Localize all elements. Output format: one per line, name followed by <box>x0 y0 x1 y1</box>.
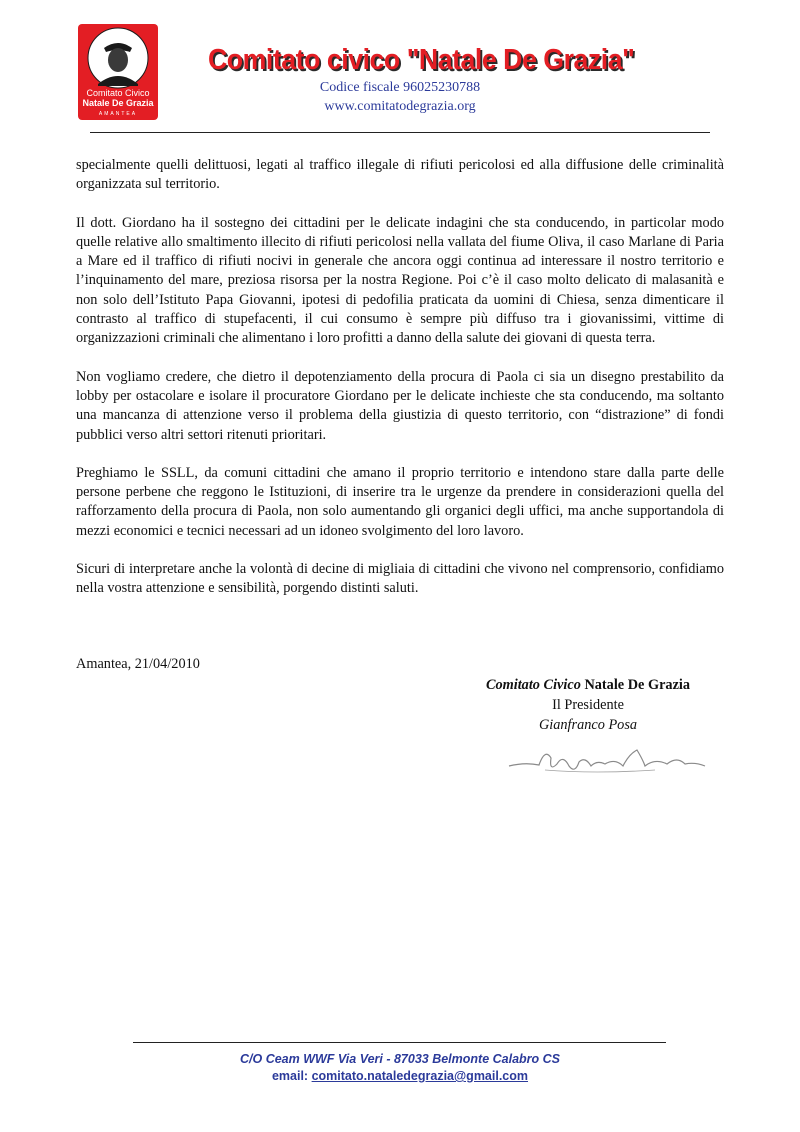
footer-divider <box>133 1042 666 1043</box>
footer-email-link[interactable]: comitato.nataledegrazia@gmail.com <box>311 1069 529 1083</box>
signatory-organization <box>470 675 706 695</box>
signatory-org-bold: Natale De Grazia <box>584 677 691 693</box>
letter-body <box>76 156 724 618</box>
footer-email-label: email: <box>271 1069 309 1083</box>
organization-logo <box>78 24 158 120</box>
signature-block <box>470 675 706 735</box>
body-paragraph-4: Preghiamo le SSLL, da comuni cittadini che amano il proprio territorio e intendono stare dalla parte delle persone perbene che reggono le Istituzioni, di inserire tra le urgenze da prendere in considerazioni quella del rafforzamento della procura di Paola, non solo aumentando gli organici degli uffici, ma anche supportandola di mezzi economici e tecnici necessari ad un idoneo svolgimento del loro lavoro. <box>76 464 724 539</box>
footer-address: C/O Ceam WWF Via Veri - 87033 Belmonte Calabro CS <box>240 1052 560 1066</box>
body-paragraph-5: Sicuri di interpretare anche la volontà di decine di migliaia di cittadini che vivono nel comprensorio, confidiamo nella vostra attenzione e sensibilità, porgendo distinti saluti. <box>76 561 724 597</box>
signatory-org-italic: Comitato Civico <box>485 677 581 693</box>
logo-text-line2: Natale De Grazia <box>82 98 154 108</box>
footer-email-line <box>0 1069 800 1083</box>
logo-text-line3: AMANTEA <box>98 111 138 117</box>
header-divider <box>90 132 710 133</box>
logo-text-line1: Comitato Civico <box>86 88 150 98</box>
signatory-role: Il Presidente <box>552 697 624 713</box>
handwritten-signature <box>505 740 710 784</box>
fiscal-code: Codice fiscale 96025230788 <box>319 80 481 95</box>
body-paragraph-3: Non vogliamo credere, che dietro il depotenziamento della procura di Paola ci sia un disegno prestabilito da lobby per ostacolare e isolare il procuratore Giordano per le delicate inchieste che sta conducendo, ma soltanto una mancanza di attenzione verso il problema della giustizia di questo territorio, con “distrazione” di fondi pubblici verso altri settori ritenuti prioritari. <box>76 368 724 443</box>
signatory-name: Gianfranco Posa <box>538 717 638 733</box>
website-link[interactable]: www.comitatodegrazia.org <box>324 99 476 114</box>
place-and-date: Amantea, 21/04/2010 <box>76 656 200 672</box>
organization-title: Comitato civico "Natale De Grazia" <box>208 44 635 76</box>
body-paragraph-2: Il dott. Giordano ha il sostegno dei cittadini per le delicate indagini che sta conducendo, in particolar modo quelle relative allo smaltimento illecito di rifiuti pericolosi nella vallata del fiume Oliva, il caso Marlane di Paria a Mare ed il traffico di rifiuti nocivi in generale che ancora oggi continua ad interessare il nostro territorio e l’inquinamento del mare, preziosa risorsa per la nostra Regione. Poi c’è il caso molto delicato di malasanità e non solo dell’Istituto Papa Giovanni, ipotesi di pedofilia praticata da uomini di Chiesa, senza dimenticare il contrasto al traffico di stupefacenti, il cui consumo è sempre più diffuso tra i giovanissimi, vittime di organizzazioni criminali che alimentano i loro profitti a danno della salute dei giovani di questa terra. <box>76 214 724 347</box>
logo-face <box>108 48 128 72</box>
body-paragraph-1: specialmente quelli delittuosi, legati al traffico illegale di rifiuti pericolosi ed alla diffusione delle criminalità organizzata sul territorio. <box>76 157 724 193</box>
